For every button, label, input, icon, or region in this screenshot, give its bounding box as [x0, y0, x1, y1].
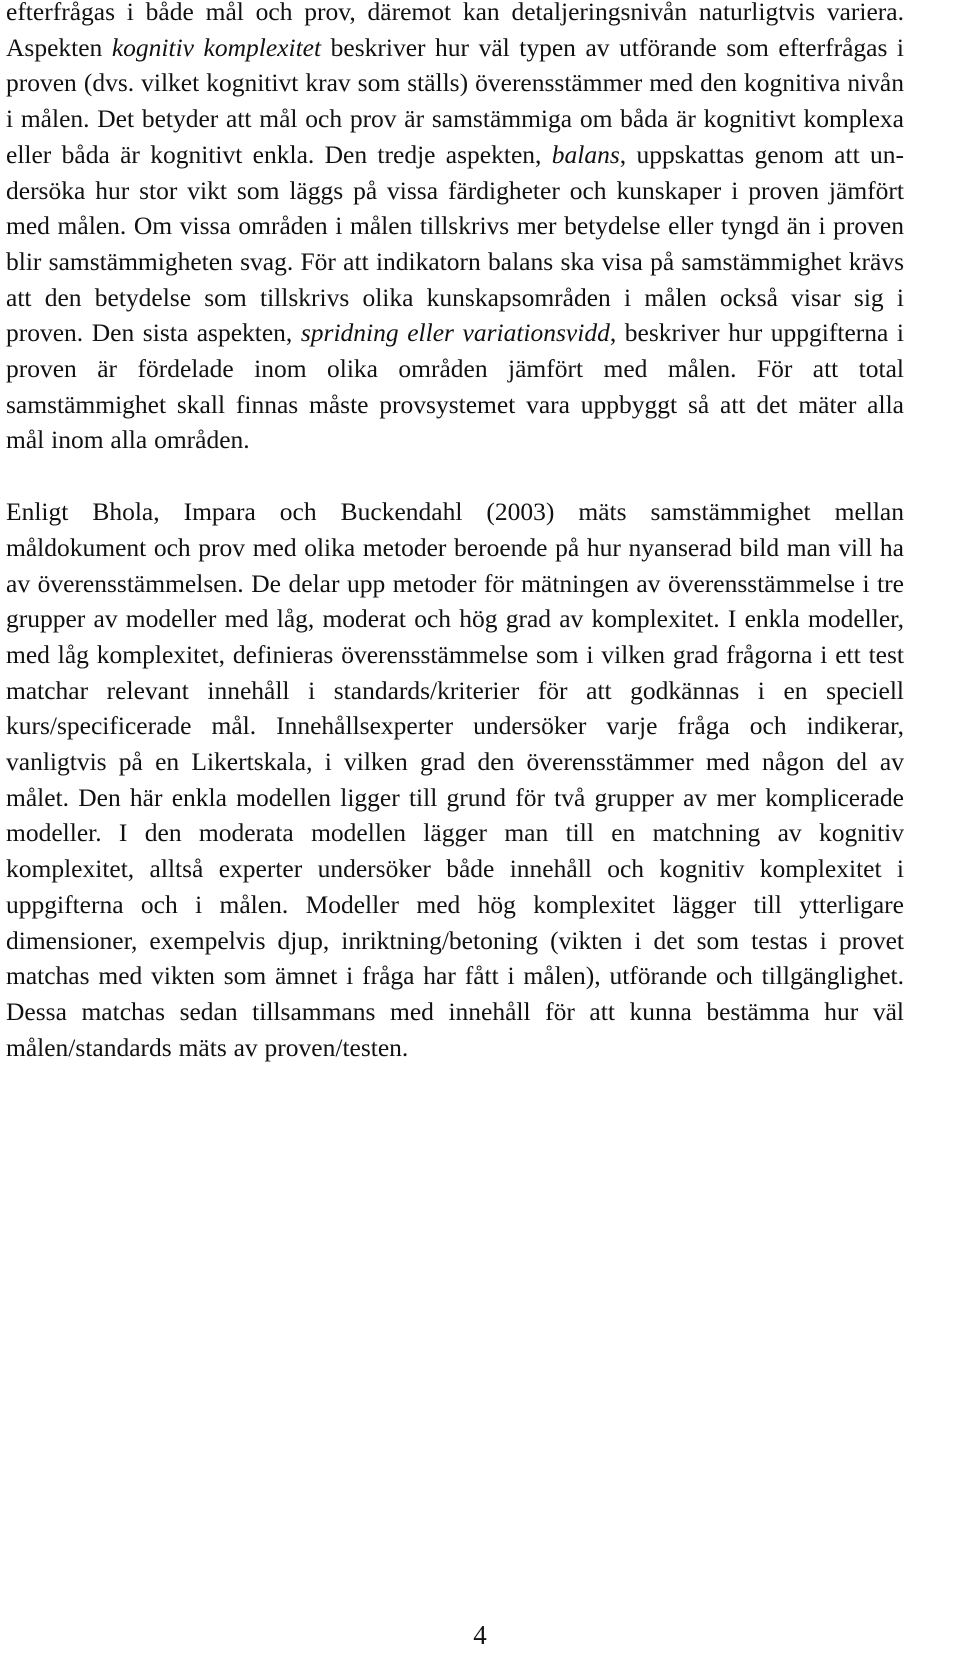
document-page — [6, 0, 904, 1065]
paragraph-1-text-a: efterfrågas i både mål och prov, däremot kan detaljeringsnivån naturligtvis variera. Aspekten — [6, 0, 904, 62]
term-kognitiv-komplexitet: kognitiv komplexitet — [111, 32, 322, 62]
paragraph-1-text-c: , uppskattas genom att undersöka hur stor vikt som läggs på vissa färdigheter och kunskaper i proven jämfört med målen. Om vissa områden i målen tillskrivs mer betydelse eller tyngd än i proven blir samstämmigheten svag. För att indikatorn balans ska visa på samstämmighet krävs att den betydelse som tillskrivs olika kunskapsområden i målen också visar sig i proven. Den sista aspekten, — [6, 139, 905, 348]
body-paragraph-1 — [6, 0, 904, 458]
term-balans: balans — [551, 139, 620, 169]
paragraph-1-text-d: , beskriver hur uppgifterna i proven är fördelade inom olika områden jämfört med målen. För att total samstämmighet skall finnas måste provsystemet vara uppbyggt så att det mäter alla mål inom alla områden. — [6, 318, 904, 455]
term-spridning: spridning eller variationsvidd — [300, 318, 610, 348]
page-number: 4 — [473, 1620, 487, 1650]
body-paragraph-2: Enligt Bhola, Impara och Buckendahl (2003) mäts samstämmighet mellan måldokument och prov med olika metoder beroende på hur nyanserad bild man vill ha av överensstämmelsen. De delar upp metoder för mätningen av överensstämmelse i tre grupper av modeller med låg, moderat och hög grad av komplexitet. I enkla modeller, med låg komplexitet, definieras överensstämmelse som i vilken grad frågorna i ett test matchar relevant innehåll i standards/kriterier för att godkännas i en speciell kurs/specificerade mål. Innehållsexperter undersöker varje fråga och indikerar, vanligtvis på en Likertskala, i vilken grad den överensstämmer med någon del av målet. Den här enkla modellen ligger till grund för två grupper av mer komplicerade modeller. I den moderata modellen lägger man till en matchning av kognitiv komplexitet, alltså experter undersöker både innehåll och kognitiv komplexitet i uppgifterna och i målen. Modeller med hög komplexitet lägger till ytterligare dimensioner, exempelvis djup, inriktning/betoning (vikten i det som testas i provet matchas med vikten som ämnet i fråga har fått i målen), utförande och tillgänglighet. Dessa matchas sedan tillsammans med innehåll för att kunna bestämma hur väl målen/standards mäts av proven/testen. — [6, 497, 904, 1062]
paragraph-1-text-b: beskriver hur väl typen av utförande som efterfrågas i proven (dvs. vilket kognitivt krav som ställs) överensstämmer med den kognitiva nivån i målen. Det betyder att mål och prov är samstämmiga om båda är kognitivt komplexa eller båda är kognitivt enkla. Den tredje aspekten, — [6, 32, 904, 169]
